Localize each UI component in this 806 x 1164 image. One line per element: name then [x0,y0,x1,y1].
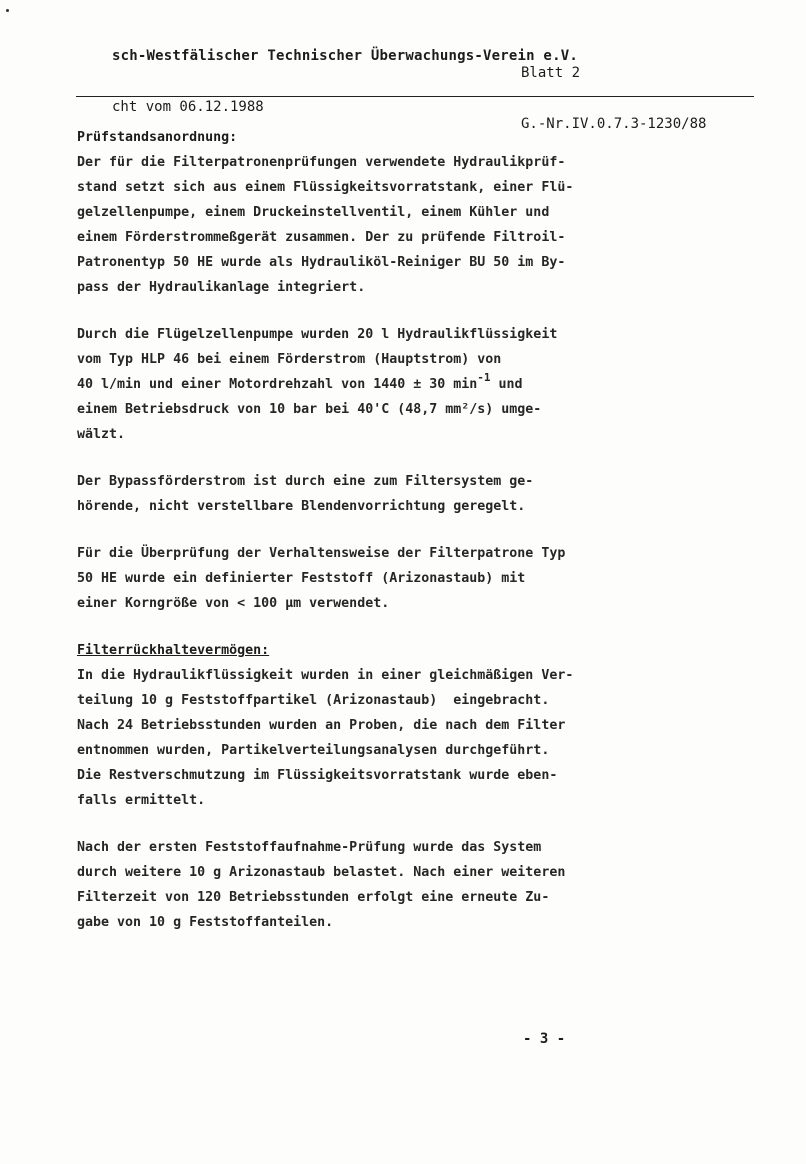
scan-speck [6,9,9,12]
text-line: pass der Hydraulikanlage integriert. [77,280,366,295]
text-line: Für die Überprüfung der Verhaltensweise der Filterpatrone Typ [77,546,566,561]
text-line: gelzellenpumpe, einem Druckeinstellventil, einem Kühler und [77,205,550,220]
paragraph-second-load [77,835,727,935]
paragraph-pump [77,322,727,447]
text-line: hörende, nicht verstellbare Blendenvorrichtung geregelt. [77,499,526,514]
paragraph-test-setup [77,150,727,300]
section-heading-test-setup: Prüfstandsanordnung: [77,130,238,145]
text-line: einer Korngröße von < 100 µm verwendet. [77,596,390,611]
text-line: Der Bypassförderstrom ist durch eine zum Filtersystem ge- [77,474,534,489]
text-fragment: und [490,377,523,392]
sheet-number: Blatt 2 [521,65,581,81]
text-line: Filterzeit von 120 Betriebsstunden erfolgt eine erneute Zu- [77,890,550,905]
document-body [77,125,727,935]
text-line: gabe von 10 g Feststoffanteilen. [77,915,334,930]
text-line: Die Restverschmutzung im Flüssigkeitsvorratstank wurde eben- [77,768,558,783]
report-date: cht vom 06.12.1988 [112,99,264,115]
text-line: falls ermittelt. [77,793,206,808]
superscript-exponent: -1 [477,371,491,384]
paragraph-retention [77,663,727,813]
text-line: Durch die Flügelzellenpumpe wurden 20 l Hydraulikflüssigkeit [77,327,558,342]
text-line [77,372,727,397]
header-divider [76,96,754,97]
page-number: - 3 - [523,1031,566,1047]
paragraph-test-material [77,541,727,616]
text-line: 50 HE wurde ein definierter Feststoff (Arizonastaub) mit [77,571,526,586]
text-line: durch weitere 10 g Arizonastaub belastet. Nach einer weiteren [77,865,566,880]
text-line: Nach der ersten Feststoffaufnahme-Prüfung wurde das System [77,840,542,855]
text-line: einem Betriebsdruck von 10 bar bei 40'C (48,7 mm²/s) umge- [77,402,542,417]
text-line: vom Typ HLP 46 bei einem Förderstrom (Hauptstrom) von [77,352,502,367]
paragraph-bypass [77,469,727,519]
text-line: stand setzt sich aus einem Flüssigkeitsvorratstank, einer Flü- [77,180,574,195]
text-line: entnommen wurden, Partikelverteilungsanalysen durchgeführt. [77,743,550,758]
text-line: Der für die Filterpatronenprüfungen verwendete Hydraulikprüf- [77,155,566,170]
reference-number: G.-Nr.IV.0.7.3-1230/88 [521,116,707,132]
text-line: Nach 24 Betriebsstunden wurden an Proben, die nach dem Filter [77,718,566,733]
text-fragment: 40 l/min und einer Motordrehzahl von 1440 ± 30 min [77,377,478,392]
text-line: In die Hydraulikflüssigkeit wurden in einer gleichmäßigen Ver- [77,668,574,683]
text-line: einem Förderstrommeßgerät zusammen. Der zu prüfende Filtroil- [77,230,566,245]
section-heading-filter-retention: Filterrückhaltevermögen: [77,643,270,658]
text-line: teilung 10 g Feststoffpartikel (Arizonastaub) eingebracht. [77,693,550,708]
text-line: wälzt. [77,427,126,442]
text-line: Patronentyp 50 HE wurde als Hydrauliköl-Reiniger BU 50 im By- [77,255,566,270]
organization-name: sch-Westfälischer Technischer Überwachungs-Verein e.V. [112,48,578,64]
